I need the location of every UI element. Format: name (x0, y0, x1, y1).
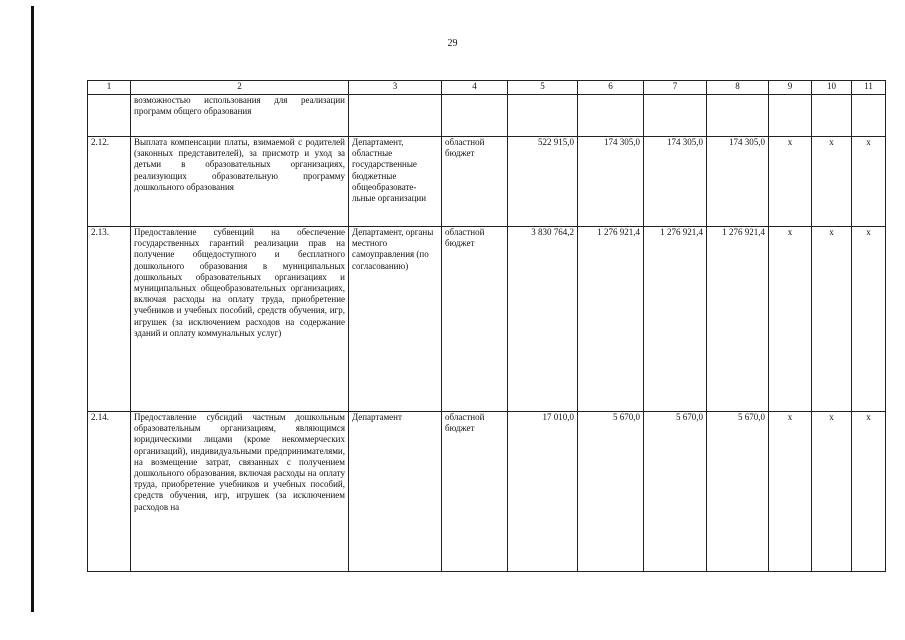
row-total-value: 17 010,0 (508, 412, 578, 572)
row-executor: Департамент (349, 412, 442, 572)
row-year2-value (644, 95, 707, 137)
row-year3-value: 5 670,0 (707, 412, 769, 572)
row-description: Предоставление субвенций на обеспечение государственных гарантий реализации прав на получение общедоступного и бесплатного дошкольного образования в муниципальных дошкольных образовательных организациях и муниципальных общеобразовательных организациях, включая расходы на оплату труда, приобретение учебников и учебных пособий, средств обучения, игр, игрушек (за исключением расходов на содержание зданий и оплату коммунальных услуг) (131, 227, 349, 412)
left-margin-rule (31, 6, 34, 612)
row-year3-value: 1 276 921,4 (707, 227, 769, 412)
row-year1-value (578, 95, 644, 137)
row-executor: Департамент, областные государственные бюджетные общеобразовате-льные организации (349, 137, 442, 227)
row-year2-value: 1 276 921,4 (644, 227, 707, 412)
header-cell: 9 (769, 81, 812, 95)
row-year1-value: 174 305,0 (578, 137, 644, 227)
row-col10: х (812, 137, 852, 227)
row-total-value: 522 915,0 (508, 137, 578, 227)
row-col9: х (769, 412, 812, 572)
table-row (88, 412, 886, 572)
row-number: 2.12. (88, 137, 131, 227)
header-cell: 6 (578, 81, 644, 95)
row-col11: х (852, 412, 886, 572)
row-executor (349, 95, 442, 137)
header-cell: 2 (131, 81, 349, 95)
row-year3-value (707, 95, 769, 137)
row-funding-source: областной бюджет (442, 227, 508, 412)
row-col11: х (852, 137, 886, 227)
table-row (88, 137, 886, 227)
header-cell: 11 (852, 81, 886, 95)
header-row (88, 81, 886, 95)
row-total-value (508, 95, 578, 137)
row-col11: х (852, 227, 886, 412)
header-cell: 5 (508, 81, 578, 95)
header-cell: 4 (442, 81, 508, 95)
row-number: 2.14. (88, 412, 131, 572)
header-cell: 10 (812, 81, 852, 95)
table-row (88, 95, 886, 137)
row-col9: х (769, 227, 812, 412)
row-number (88, 95, 131, 137)
row-funding-source (442, 95, 508, 137)
table-row (88, 227, 886, 412)
row-number: 2.13. (88, 227, 131, 412)
row-col11 (852, 95, 886, 137)
row-description: Выплата компенсации платы, взимаемой с родителей (законных представителей), за присмотр и уход за детьми в образовательных организациях, реализующих образовательную программу дошкольного образования (131, 137, 349, 227)
row-funding-source: областной бюджет (442, 137, 508, 227)
row-col10: х (812, 412, 852, 572)
row-col10 (812, 95, 852, 137)
row-executor: Департамент, органы местного самоуправления (по согласованию) (349, 227, 442, 412)
row-description: возможностью использования для реализации программ общего образования (131, 95, 349, 137)
row-year1-value: 5 670,0 (578, 412, 644, 572)
row-col10: х (812, 227, 852, 412)
header-cell: 8 (707, 81, 769, 95)
row-year2-value: 174 305,0 (644, 137, 707, 227)
header-cell: 7 (644, 81, 707, 95)
row-total-value: 3 830 764,2 (508, 227, 578, 412)
page-number: 29 (447, 38, 458, 49)
row-funding-source: областной бюджет (442, 412, 508, 572)
program-table (87, 80, 886, 572)
row-year2-value: 5 670,0 (644, 412, 707, 572)
row-col9: х (769, 137, 812, 227)
header-cell: 1 (88, 81, 131, 95)
header-cell: 3 (349, 81, 442, 95)
row-description: Предоставление субсидий частным дошкольным образовательным организациям, являющимся юридическими лицами (кроме некоммерческих организаций), индивидуальными предпринимателями, на возмещение затрат, связанных с получением дошкольного образования, включая расходы на оплату труда, приобретение учебников и учебных пособий, средств обучения, игр, игрушек (за исключением расходов на (131, 412, 349, 572)
row-year3-value: 174 305,0 (707, 137, 769, 227)
row-col9 (769, 95, 812, 137)
row-year1-value: 1 276 921,4 (578, 227, 644, 412)
